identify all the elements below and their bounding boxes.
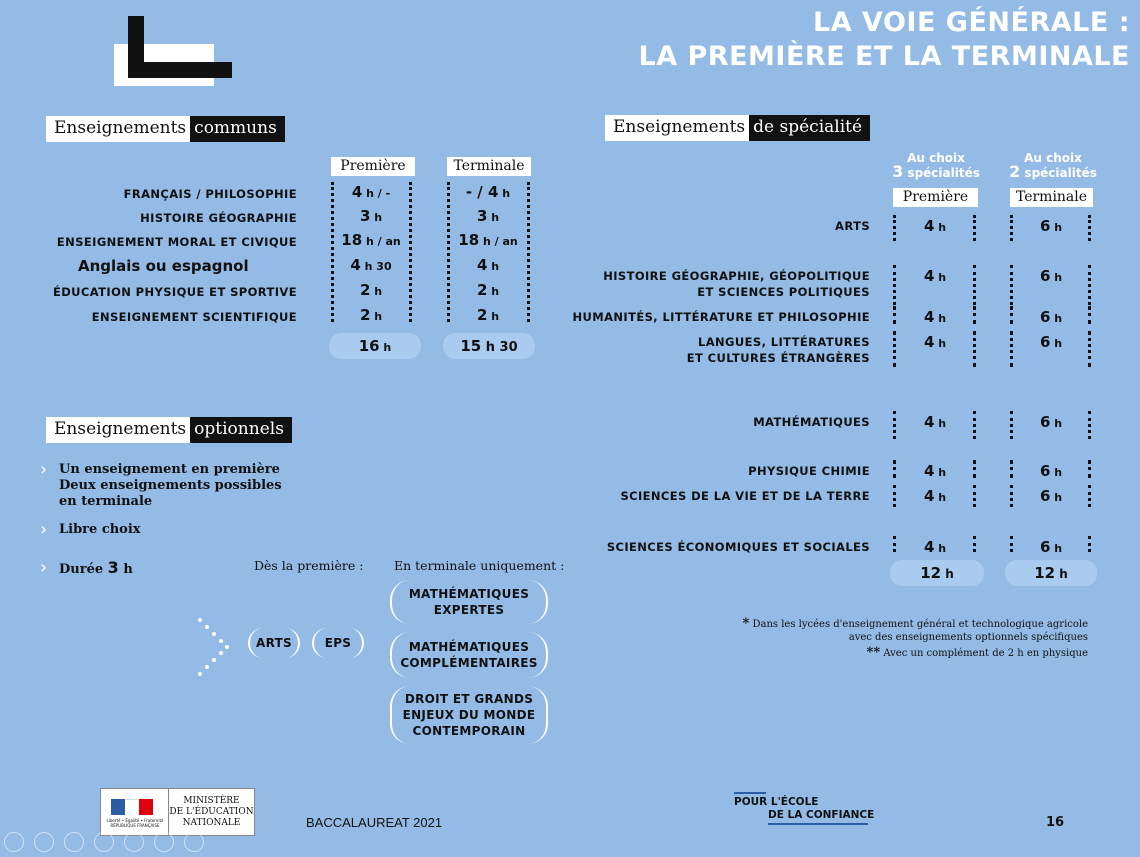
slideshow-toolbar[interactable]: [4, 832, 204, 852]
dotted-divider: [1088, 215, 1091, 241]
chevron-dots-icon: [196, 616, 232, 680]
ministere-label: MINISTÈRE DE L'ÉDUCATION NATIONALE: [169, 796, 254, 828]
section-header-highlight: optionnels: [190, 417, 292, 443]
specialite-terminale-value: 6 h: [1039, 217, 1063, 235]
specialite-row-label: HUMANITÉS, LITTÉRATURE ET PHILOSOPHIE: [572, 310, 870, 324]
dotted-divider: [1010, 265, 1013, 305]
dotted-divider: [893, 215, 896, 241]
communs-row-label: ÉDUCATION PHYSIQUE ET SPORTIVE: [52, 285, 297, 299]
marianne-flag-icon: [101, 789, 169, 835]
corner-bracket-logo: [114, 16, 234, 72]
dotted-divider: [973, 536, 976, 552]
dotted-divider: [893, 306, 896, 324]
column-header-premiere: Première: [331, 157, 415, 176]
dotted-divider: [973, 331, 976, 367]
dotted-divider: [1088, 331, 1091, 367]
specialite-premiere-value: 4 h: [923, 538, 947, 556]
dotted-divider: [973, 411, 976, 439]
specialite-terminale-value: 6 h: [1039, 538, 1063, 556]
specialite-terminale-value: 6 h: [1039, 413, 1063, 431]
section-header-highlight: de spécialité: [749, 115, 870, 141]
communs-terminale-value: - / 4 h: [465, 183, 511, 201]
column-header-premiere: Première: [893, 188, 978, 207]
specialite-terminale-value: 6 h: [1039, 462, 1063, 480]
slides-grid-icon[interactable]: [94, 832, 114, 852]
communs-row-label: FRANÇAIS / PHILOSOPHIE: [123, 187, 297, 201]
ministere-logo: [100, 788, 255, 836]
specialite-terminale-value: 6 h: [1039, 267, 1063, 285]
dotted-divider: [1010, 215, 1013, 241]
footnote-2: ** Avec un complément de 2 h en physique: [866, 645, 1088, 660]
specialite-premiere-value: 4 h: [923, 267, 947, 285]
previous-slide-icon[interactable]: [4, 832, 24, 852]
specialite-row-label: HISTOIRE GÉOGRAPHIE, GÉOPOLITIQUE ET SCIENCES POLITIQUES: [603, 269, 870, 299]
communs-row-label: HISTOIRE GÉOGRAPHIE: [140, 211, 297, 225]
dotted-divider: [1088, 536, 1091, 552]
page-number: 16: [1046, 815, 1065, 830]
section-header-prefix: Enseignements: [605, 115, 749, 141]
communs-row-label: ENSEIGNEMENT SCIENTIFIQUE: [91, 310, 297, 324]
dotted-divider: [1010, 460, 1013, 478]
page-title: [639, 6, 1130, 74]
specialite-premiere-value: 4 h: [923, 487, 947, 505]
communs-terminale-value: 3 h: [476, 207, 500, 225]
specialite-row-label: SCIENCES ÉCONOMIQUES ET SOCIALES: [606, 540, 870, 554]
dotted-divider: [893, 411, 896, 439]
specialite-terminale-value: 6 h: [1039, 333, 1063, 351]
section-header-highlight: communs: [190, 116, 285, 142]
dotted-divider: [1010, 306, 1013, 324]
communs-premiere-value: 2 h: [359, 281, 383, 299]
section-header-communs: [46, 116, 285, 142]
bullet-text: Libre choix: [59, 522, 141, 537]
title-line-2: LA PREMIÈRE ET LA TERMINALE: [638, 41, 1130, 72]
dotted-divider: [409, 182, 412, 322]
footnote-1: * Dans les lycées d'enseignement général et technologique agricole avec des enseignements optionnels spécifiques: [742, 616, 1088, 643]
section-header-specialite: [605, 115, 870, 141]
section-header-prefix: Enseignements: [46, 116, 190, 142]
dotted-divider: [447, 182, 450, 322]
option-eps: EPS: [312, 628, 364, 658]
title-line-1: LA VOIE GÉNÉRALE :: [813, 7, 1130, 38]
dotted-divider: [1010, 331, 1013, 367]
total-terminale: 15 h 30: [443, 333, 535, 359]
specialite-row-label: LANGUES, LITTÉRATURES ET CULTURES ÉTRANGÈRES: [686, 335, 870, 365]
total-premiere: 16 h: [329, 333, 421, 359]
specialite-premiere-value: 4 h: [923, 333, 947, 351]
dotted-divider: [893, 331, 896, 367]
communs-premiere-value: 4 h 30: [350, 256, 392, 274]
dotted-divider: [331, 182, 334, 322]
dotted-divider: [893, 265, 896, 305]
communs-terminale-value: 4 h: [476, 256, 500, 274]
dotted-divider: [893, 485, 896, 507]
dotted-divider: [1010, 536, 1013, 552]
specialite-row-label: ARTS: [835, 219, 870, 233]
subtitles-icon[interactable]: [154, 832, 174, 852]
specialite-premiere-value: 4 h: [923, 413, 947, 431]
more-options-icon[interactable]: [184, 832, 204, 852]
option-arts: ARTS: [248, 628, 300, 658]
communs-terminale-value: 2 h: [476, 281, 500, 299]
dotted-divider: [1088, 265, 1091, 305]
dotted-divider: [1010, 485, 1013, 507]
footer-bac-label: BACCALAUREAT 2021: [306, 815, 443, 830]
pen-icon[interactable]: [64, 832, 84, 852]
terminale-uniquement-label: En terminale uniquement :: [394, 558, 565, 573]
next-slide-icon[interactable]: [34, 832, 54, 852]
column-header-terminale: Terminale: [447, 157, 531, 176]
republique-francaise-label: Liberté • Égalité • Fraternité RÉPUBLIQUE FRANÇAISE: [106, 818, 164, 828]
communs-terminale-value: 18 h / an: [458, 231, 518, 249]
dotted-divider: [973, 215, 976, 241]
communs-premiere-value: 4 h / -: [351, 183, 391, 201]
des-premiere-label: Dès la première :: [254, 558, 364, 573]
dotted-divider: [1010, 411, 1013, 439]
option-maths-complementaires: MATHÉMATIQUES COMPLÉMENTAIRES: [390, 632, 548, 678]
option-droit-enjeux: DROIT ET GRANDS ENJEUX DU MONDE CONTEMPORAIN: [390, 686, 548, 744]
dotted-divider: [893, 536, 896, 552]
zoom-icon[interactable]: [124, 832, 144, 852]
dotted-divider: [973, 306, 976, 324]
communs-terminale-value: 2 h: [476, 306, 500, 324]
dotted-divider: [1088, 306, 1091, 324]
communs-premiere-value: 18 h / an: [341, 231, 401, 249]
dotted-divider: [527, 182, 530, 322]
specialite-premiere-value: 4 h: [923, 462, 947, 480]
communs-row-label: ENSEIGNEMENT MORAL ET CIVIQUE: [56, 235, 297, 249]
specialite-row-label: MATHÉMATIQUES: [753, 415, 870, 429]
section-header-optionnels: [46, 417, 292, 443]
dotted-divider: [973, 265, 976, 305]
dotted-divider: [893, 460, 896, 478]
spec-total-premiere: 12 h: [890, 560, 984, 586]
specialite-terminale-value: 6 h: [1039, 487, 1063, 505]
spec-total-terminale: 12 h: [1005, 560, 1097, 586]
dotted-divider: [1088, 485, 1091, 507]
bullet-duree: Durée 3 h: [59, 558, 133, 577]
bullet-text: Un enseignement en première Deux enseignements possibles en terminale: [59, 462, 282, 509]
specialite-row-label: PHYSIQUE CHIMIE: [748, 464, 870, 478]
specialite-premiere-value: 4 h: [923, 217, 947, 235]
section-header-prefix: Enseignements: [46, 417, 190, 443]
ecole-confiance-logo: POUR L'ÉCOLE DE LA CONFIANCE: [734, 792, 874, 825]
chevron-right-icon: ›: [40, 459, 48, 480]
column-header-terminale: Terminale: [1010, 188, 1093, 207]
dotted-divider: [1088, 460, 1091, 478]
communs-row-label: Anglais ou espagnol: [78, 257, 249, 275]
dotted-divider: [973, 485, 976, 507]
chevron-right-icon: ›: [40, 557, 48, 578]
specialite-premiere-value: 4 h: [923, 308, 947, 326]
communs-premiere-value: 2 h: [359, 306, 383, 324]
choice-2-subtitle: Au choix 2 spécialités: [1009, 151, 1097, 181]
specialite-row-label: SCIENCES DE LA VIE ET DE LA TERRE: [620, 489, 870, 503]
choice-3-subtitle: Au choix 3 spécialités: [892, 151, 980, 181]
dotted-divider: [973, 460, 976, 478]
communs-premiere-value: 3 h: [359, 207, 383, 225]
specialite-terminale-value: 6 h: [1039, 308, 1063, 326]
chevron-right-icon: ›: [40, 519, 48, 540]
dotted-divider: [1088, 411, 1091, 439]
option-maths-expertes: MATHÉMATIQUES EXPERTES: [390, 580, 548, 624]
